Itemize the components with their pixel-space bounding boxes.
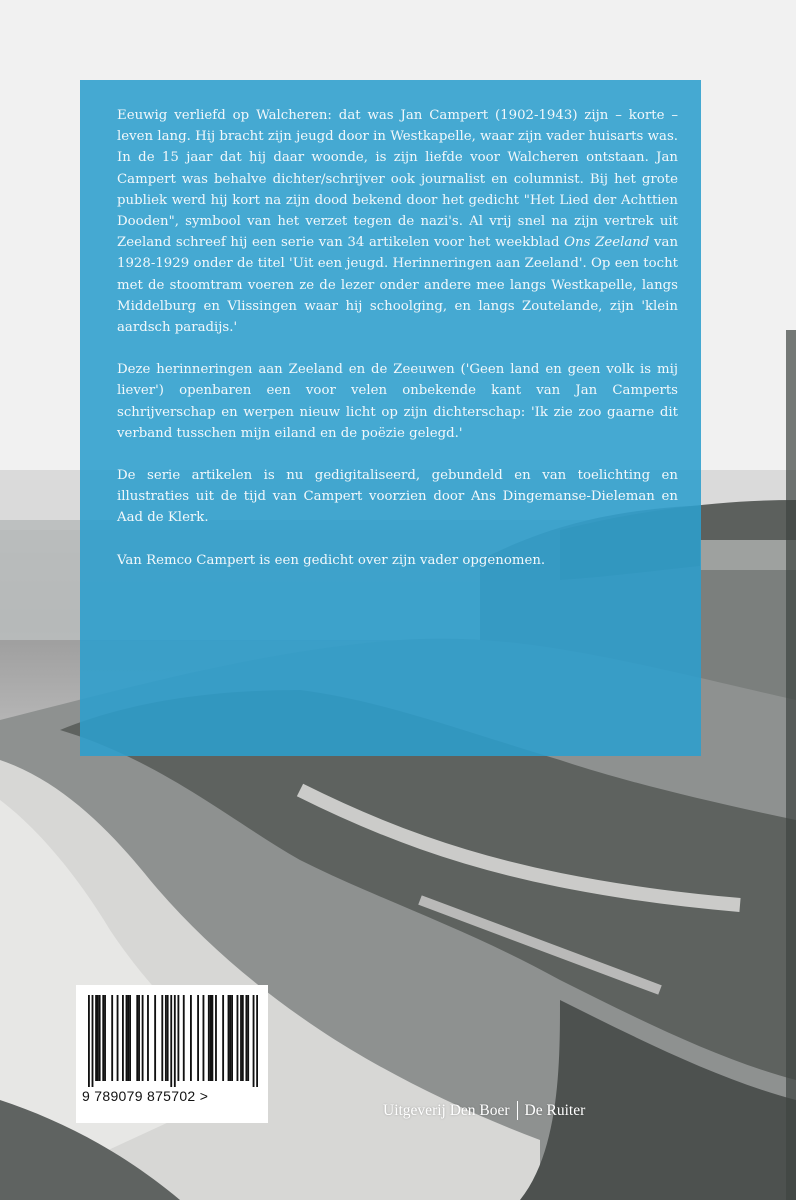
barcode-bar — [203, 995, 205, 1081]
barcode-bar — [142, 995, 144, 1081]
blurb-paragraph-1-end: van 1928-1929 onder de titel 'Uit een jeugd. Herinneringen aan Zeeland'. Op een tocht met de stoomtram voeren ze de lezer onder andere mee langs Westkapelle, langs Middelburg en Vlissingen waar hij schoolging, en langs Zoutelande, zijn 'klein aardsch paradijs.' — [117, 235, 679, 336]
barcode-bar — [237, 995, 239, 1081]
barcode-bars — [88, 995, 258, 1087]
barcode-bar — [165, 995, 167, 1081]
blurb-paragraph-3: De serie artikelen is nu gedigitaliseerd, gebundeld en van toelichting en illustraties uit de tijd van Campert voorzien door Ans Dingemanse-Dieleman en Aad de Klerk. — [117, 468, 678, 526]
barcode-bar — [177, 995, 179, 1081]
publisher-imprint — [383, 1101, 585, 1120]
barcode-bar — [136, 995, 138, 1081]
barcode-bar — [95, 995, 97, 1081]
blurb-paragraph-2: Deze herinneringen aan Zeeland en de Zeeuwen ('Geen land en geen volk is mij liever') openbaren een voor velen onbekende kant van Jan Camperts schrijverschap en werpen nieuw licht op zijn dichterschap: 'Ik zie zoo gaarne dit verband tusschen mijn eiland en de poëzie gelegd.' — [117, 362, 678, 441]
barcode-bar — [138, 995, 140, 1081]
barcode-bar — [247, 995, 249, 1081]
barcode-bar — [222, 995, 224, 1081]
isbn-digits: 9 789079 875702 > — [82, 1088, 209, 1104]
barcode-bar — [154, 995, 156, 1081]
barcode-bar — [117, 995, 119, 1081]
barcode-bar — [126, 995, 128, 1081]
publisher-name-den-boer: Uitgeverij Den Boer — [383, 1101, 510, 1119]
barcode-bar — [161, 995, 163, 1081]
barcode-bar — [147, 995, 149, 1081]
barcode-bar — [211, 995, 213, 1081]
barcode-bar — [229, 995, 231, 1081]
back-cover-blurb — [80, 80, 701, 756]
blurb-paragraph-1 — [117, 105, 678, 338]
barcode-bar — [97, 995, 99, 1081]
barcode-bar — [231, 995, 233, 1081]
barcode-bar — [122, 995, 124, 1081]
barcode-bar — [215, 995, 217, 1081]
barcode-bar — [167, 995, 169, 1081]
barcode-bar — [88, 995, 90, 1087]
barcode-bar — [240, 995, 242, 1081]
barcode-bar — [102, 995, 104, 1081]
barcode-bar — [111, 995, 113, 1081]
barcode-bar — [253, 995, 255, 1087]
barcode-bar — [183, 995, 185, 1081]
magazine-title: Ons Zeeland — [564, 235, 650, 251]
barcode-bar — [208, 995, 210, 1081]
barcode-bar — [104, 995, 106, 1081]
barcode-bar — [170, 995, 172, 1087]
barcode-bar — [242, 995, 244, 1081]
barcode-bar — [197, 995, 199, 1081]
barcode-bar — [210, 995, 212, 1081]
barcode-bar — [92, 995, 94, 1087]
isbn-barcode — [76, 985, 268, 1123]
blurb-paragraph-4: Van Remco Campert is een gedicht over zijn vader opgenomen. — [117, 552, 546, 568]
barcode-bar — [127, 995, 129, 1081]
barcode-bar — [129, 995, 131, 1081]
publisher-divider — [517, 1101, 518, 1120]
barcode-bar — [174, 995, 176, 1087]
publisher-name-de-ruiter: De Ruiter — [524, 1101, 586, 1119]
barcode-bar — [190, 995, 192, 1081]
barcode-bar — [228, 995, 230, 1081]
barcode-bar — [256, 995, 258, 1087]
barcode-bar — [99, 995, 101, 1081]
barcode-bar — [245, 995, 247, 1081]
blurb-paragraph-1-start: Eeuwig verliefd op Walcheren: dat was Jan Campert (1902-1943) zijn – korte – leven lang. Hij bracht zijn jeugd door in Westkapelle, waar zijn vader huisarts was. In de 15 jaar dat hij daar woonde, is zijn liefde voor Walcheren ontstaan. Jan Campert was behalve dichter/schrijver ook journalist en columnist. Bij het grote publiek werd hij kort na zijn dood bekend door het gedicht "Het Lied der Achttien Dooden", symbool van het verzet tegen de nazi's. Al vrij snel na zijn vertrek uit Zeeland schreef hij een serie van 34 artikelen voor het weekblad — [117, 108, 678, 251]
